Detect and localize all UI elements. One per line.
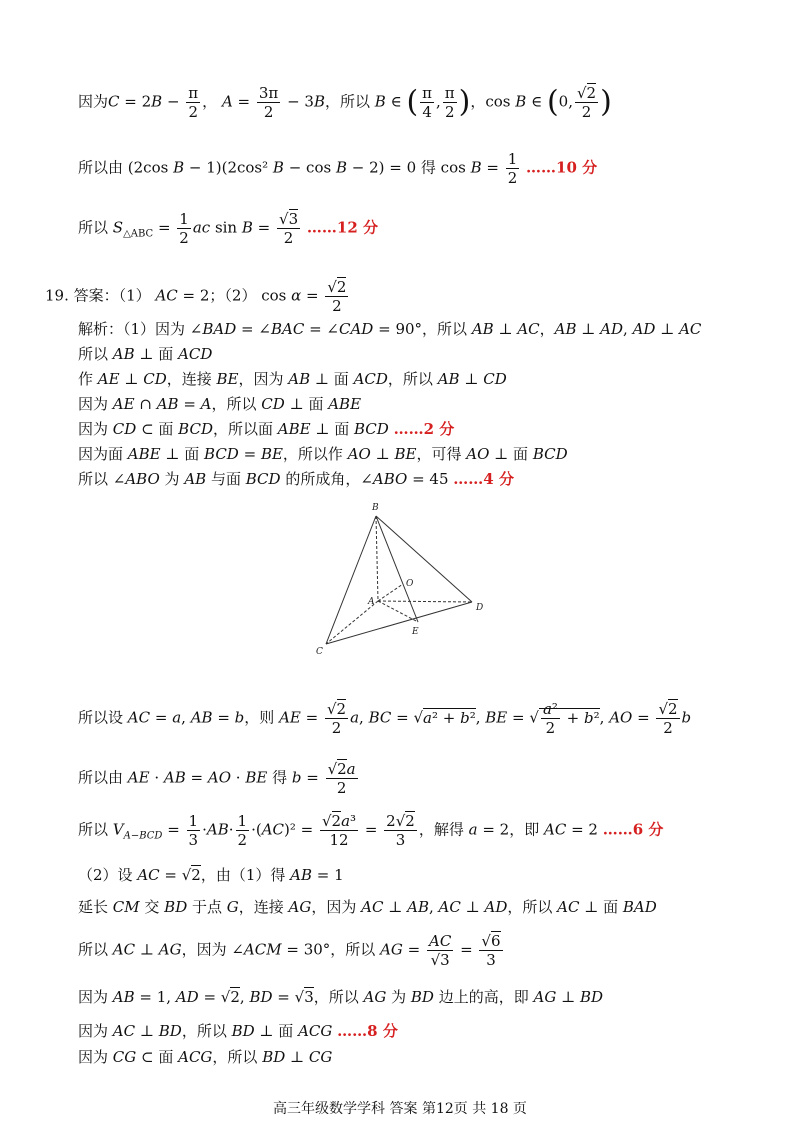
part2-line-3: 所以 AC ⊥ AG，因为 ∠ACM = 30°，所以 AG = $\frac{AC}{√3}$ = $\frac{√6}{3}$ (78, 932, 501, 969)
label-c: C (316, 647, 323, 657)
label-d: D (476, 603, 484, 613)
solution-line-7: 所以 ∠ABO 为 AB 与面 BCD 的所成角，∠ABO = 45 ……4 分 (78, 470, 514, 488)
score-10: ……10 分 (526, 158, 598, 177)
part2-line-4: 因为 AB = 1, AD = √2, BD = √3，所以 AG 为 BD 边上的高，即 AG ⊥ BD (78, 988, 604, 1006)
q19-answer: 19. 答案：（1） AC = 2；（2） cos α = $\frac{√2}{2}$ (45, 278, 347, 315)
tetrahedron-figure (310, 500, 500, 660)
solution-line-1: 解析：（1）因为 ∠BAD = ∠BAC = ∠CAD = 90°，所以 AB ⊥ AC，AB ⊥ AD, AD ⊥ AC (78, 320, 702, 338)
solution-line-10: 所以 $V_{A-BCD}$ = $\frac{1}{3}$ ·AB· $\frac{1}{2}$ ·(AC)² = $\frac{\text{√2a³}}{12}$ = $\frac{2√2}{3}$ ，解得 a = 2，即 AC = 2 ……6 分 (78, 812, 664, 849)
score-12: ……12 分 (306, 218, 379, 237)
page-footer: 高三年级数学学科 答案 第12页 共 18 页 (273, 1101, 527, 1117)
solution-line-3: 作 AE ⊥ CD，连接 BE，因为 AB ⊥ 面 ACD，所以 AB ⊥ CD (78, 370, 507, 388)
solution-line-6: 因为面 ABE ⊥ 面 BCD = BE，所以作 AO ⊥ BE，可得 AO ⊥ 面 BCD (78, 445, 568, 463)
part2-line-1: （2）设 AC = √2，由（1）得 AB = 1 (78, 866, 344, 884)
score-4: ……4 分 (453, 470, 514, 488)
line-area: 所以 $S_{\triangle ABC}$ = $\frac{1}{2}$ ac sin B = $\frac{√3}{2}$ ……12 分 (78, 210, 379, 247)
line-cos-equation: 所以由 (2cos B − 1)(2cos² B − cos B − 2) = 0 得 cos B = $\frac{1}{2}$ ……10 分 (78, 150, 598, 187)
solution-line-2: 所以 AB ⊥ 面 ACD (78, 345, 213, 363)
line-angle-ranges: 因为C = 2B − $\frac{\pi}{2}$ ， A = $\frac{3\pi}{2}$ − 3B，所以 B ∈ ( $\frac{\pi}{4}$ , $\frac{\pi}{2}$ )，cos B ∈ (0, $\frac{√2}{2}$ ) (78, 84, 612, 121)
label-a: A (368, 597, 375, 607)
solution-line-5: 因为 CD ⊂ 面 BCD，所以面 ABE ⊥ 面 BCD ……2 分 (78, 420, 455, 438)
part2-line-5: 因为 AC ⊥ BD，所以 BD ⊥ 面 ACG ……8 分 (78, 1022, 398, 1040)
solution-line-4: 因为 AE ∩ AB = A，所以 CD ⊥ 面 ABE (78, 395, 362, 413)
solution-line-9: 所以由 AE · AB = AO · BE 得 b = $\frac{√2a}{2}$ (78, 760, 356, 797)
label-o: O (406, 579, 414, 589)
part2-line-2: 延长 CM 交 BD 于点 G，连接 AG，因为 AC ⊥ AB, AC ⊥ AD，所以 AC ⊥ 面 BAD (78, 898, 657, 916)
score-6: ……6 分 (602, 820, 664, 839)
score-8: ……8 分 (337, 1022, 398, 1040)
solution-line-8: 所以设 AC = a, AB = b，则 AE = $\frac{√2}{2}$ a, BC = √a² + b², BE = √ $\frac{\text{a²}}{2}$ + b², AO = $\frac{√2}{2}$ b (78, 700, 692, 737)
score-2: ……2 分 (393, 420, 455, 438)
label-b: B (372, 503, 379, 513)
part2-line-6: 因为 CG ⊂ 面 ACG，所以 BD ⊥ CG (78, 1048, 333, 1066)
label-e: E (412, 627, 419, 637)
